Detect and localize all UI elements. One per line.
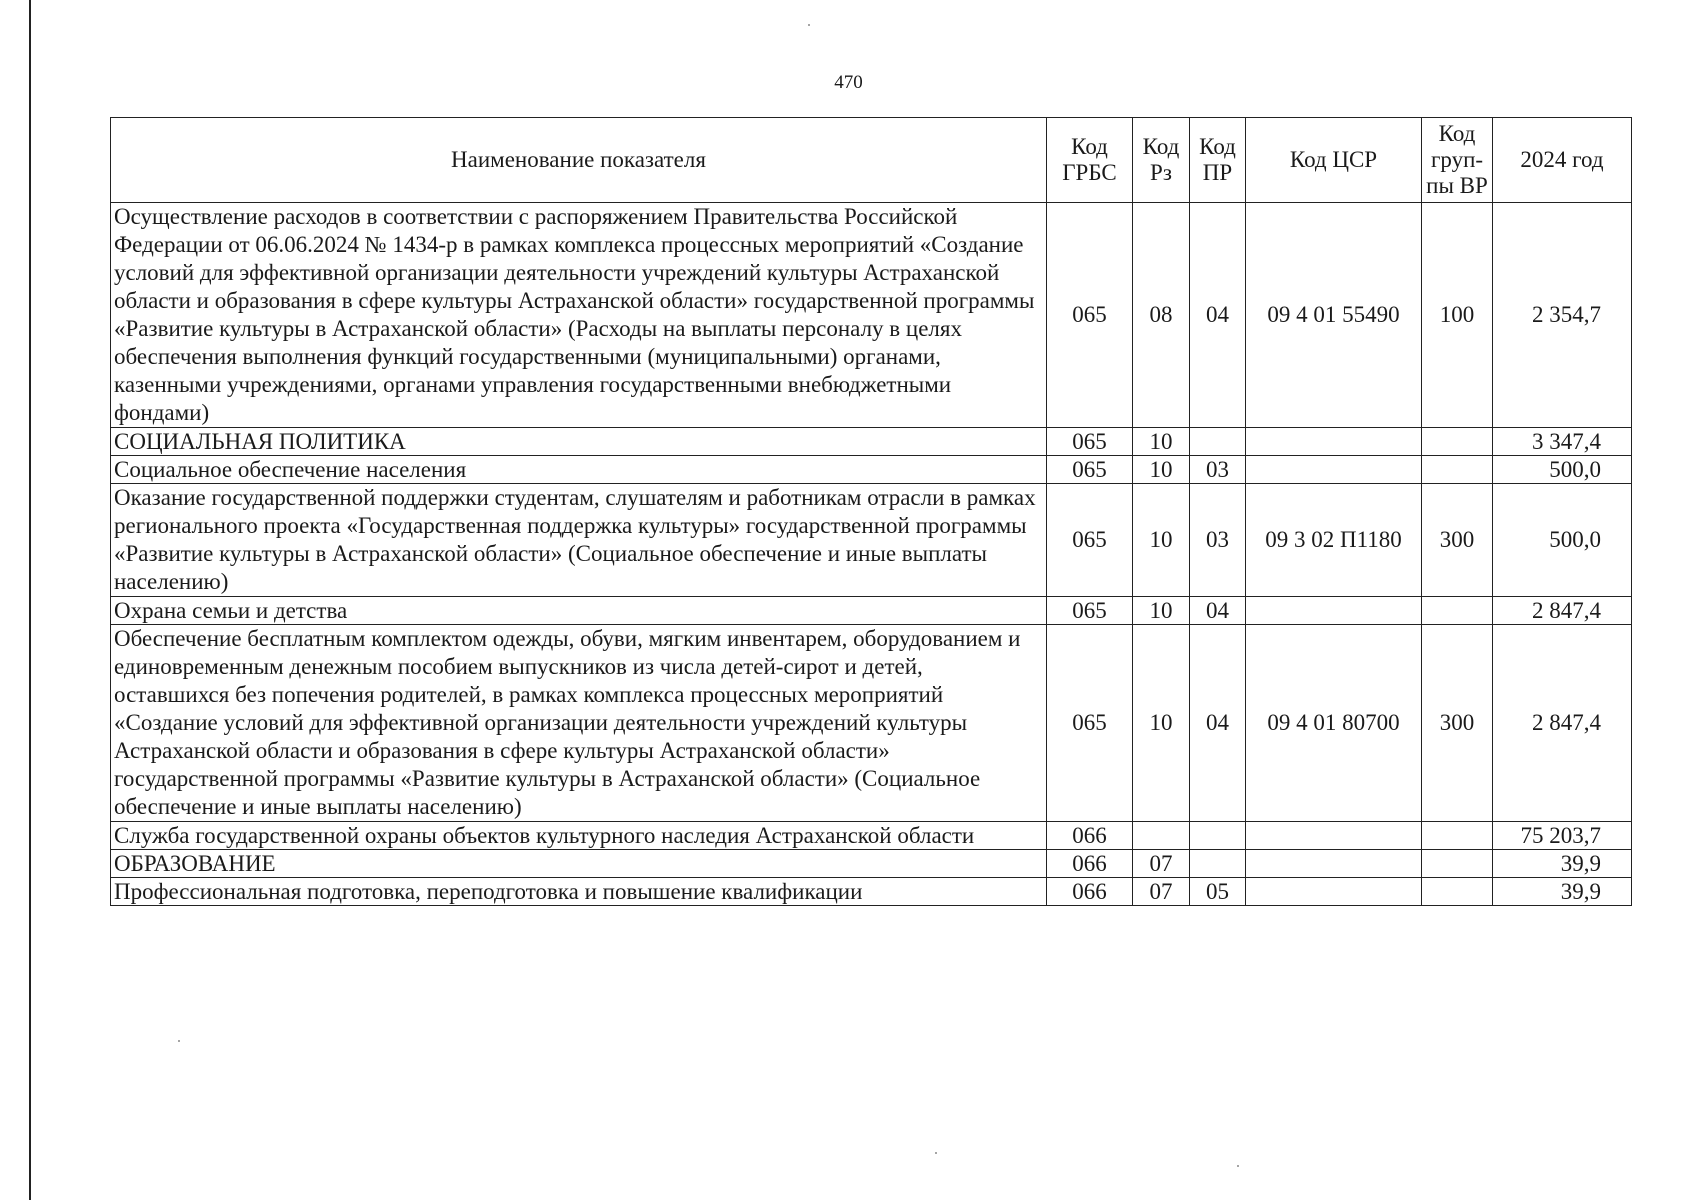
row-name: ОБРАЗОВАНИЕ <box>111 850 1047 878</box>
row-vr: 100 <box>1422 203 1493 428</box>
row-rz: 08 <box>1133 203 1190 428</box>
row-name: Социальное обеспечение населения <box>111 456 1047 484</box>
table-row <box>111 878 1632 906</box>
scan-speck <box>935 1152 937 1154</box>
row-name: Оказание государственной поддержки студентам, слушателям и работникам отрасли в рамках регионального проекта «Государственная поддержка культуры» государственной программы «Развитие культуры в Астраханской области» (Социальное обеспечение и иные выплаты населению) <box>111 484 1047 597</box>
row-vr <box>1422 428 1493 456</box>
table-row <box>111 428 1632 456</box>
binding-margin-line <box>29 0 31 1200</box>
row-grbs: 066 <box>1047 850 1133 878</box>
row-vr <box>1422 597 1493 625</box>
row-pr: 04 <box>1190 625 1246 822</box>
row-grbs: 065 <box>1047 597 1133 625</box>
row-grbs: 065 <box>1047 428 1133 456</box>
row-name: Осуществление расходов в соответствии с распоряжением Правительства Российской Федерации от 06.06.2024 № 1434-р в рамках комплекса процессных мероприятий «Создание условий для эффективной организации деятельности учреждений культуры Астраханской области и образования в сфере культуры Астраханской области» государственной программы «Развитие культуры в Астраханской области» (Расходы на выплаты персоналу в целях обеспечения выполнения функций государственными (муниципальными) органами, казенными учреждениями, органами управления государственными внебюджетными фондами) <box>111 203 1047 428</box>
scan-speck <box>1237 1165 1239 1167</box>
row-amount: 2 847,4 <box>1493 625 1632 822</box>
row-vr <box>1422 456 1493 484</box>
row-pr: 05 <box>1190 878 1246 906</box>
table-row <box>111 850 1632 878</box>
row-vr: 300 <box>1422 625 1493 822</box>
row-vr <box>1422 850 1493 878</box>
row-rz: 10 <box>1133 484 1190 597</box>
row-csr <box>1246 428 1422 456</box>
row-csr: 09 4 01 55490 <box>1246 203 1422 428</box>
row-amount: 2 354,7 <box>1493 203 1632 428</box>
header-vr: Код груп-пы ВР <box>1422 118 1493 203</box>
row-csr: 09 3 02 П1180 <box>1246 484 1422 597</box>
budget-table <box>110 117 1632 906</box>
row-amount: 3 347,4 <box>1493 428 1632 456</box>
row-rz: 10 <box>1133 597 1190 625</box>
row-rz: 07 <box>1133 850 1190 878</box>
row-rz: 07 <box>1133 878 1190 906</box>
row-vr <box>1422 878 1493 906</box>
scan-speck <box>178 1040 180 1042</box>
row-csr <box>1246 878 1422 906</box>
row-csr <box>1246 456 1422 484</box>
table-row <box>111 456 1632 484</box>
row-name: Служба государственной охраны объектов культурного наследия Астраханской области <box>111 822 1047 850</box>
row-amount: 500,0 <box>1493 484 1632 597</box>
row-amount: 75 203,7 <box>1493 822 1632 850</box>
row-csr <box>1246 850 1422 878</box>
header-rz: Код Рз <box>1133 118 1190 203</box>
row-grbs: 065 <box>1047 456 1133 484</box>
row-grbs: 066 <box>1047 822 1133 850</box>
row-name: Охрана семьи и детства <box>111 597 1047 625</box>
row-vr <box>1422 822 1493 850</box>
table-row <box>111 625 1632 822</box>
row-pr <box>1190 428 1246 456</box>
row-amount: 39,9 <box>1493 878 1632 906</box>
row-pr: 03 <box>1190 456 1246 484</box>
row-pr: 04 <box>1190 597 1246 625</box>
row-csr <box>1246 822 1422 850</box>
row-name: СОЦИАЛЬНАЯ ПОЛИТИКА <box>111 428 1047 456</box>
row-amount: 2 847,4 <box>1493 597 1632 625</box>
row-pr <box>1190 850 1246 878</box>
row-amount: 39,9 <box>1493 850 1632 878</box>
row-grbs: 065 <box>1047 625 1133 822</box>
row-rz: 10 <box>1133 456 1190 484</box>
header-grbs: Код ГРБС <box>1047 118 1133 203</box>
row-pr: 03 <box>1190 484 1246 597</box>
table-header-row <box>111 118 1632 203</box>
row-pr <box>1190 822 1246 850</box>
row-grbs: 065 <box>1047 203 1133 428</box>
header-name: Наименование показателя <box>111 118 1047 203</box>
row-name: Профессиональная подготовка, переподготовка и повышение квалификации <box>111 878 1047 906</box>
table-row <box>111 484 1632 597</box>
row-pr: 04 <box>1190 203 1246 428</box>
header-csr: Код ЦСР <box>1246 118 1422 203</box>
row-grbs: 065 <box>1047 484 1133 597</box>
scan-speck <box>808 24 810 26</box>
row-rz: 10 <box>1133 625 1190 822</box>
row-amount: 500,0 <box>1493 456 1632 484</box>
row-csr <box>1246 597 1422 625</box>
row-rz <box>1133 822 1190 850</box>
header-pr: Код ПР <box>1190 118 1246 203</box>
row-rz: 10 <box>1133 428 1190 456</box>
header-year: 2024 год <box>1493 118 1632 203</box>
row-csr: 09 4 01 80700 <box>1246 625 1422 822</box>
table-row <box>111 822 1632 850</box>
table-row <box>111 597 1632 625</box>
table-row <box>111 203 1632 428</box>
row-vr: 300 <box>1422 484 1493 597</box>
page-number: 470 <box>834 72 863 93</box>
row-name: Обеспечение бесплатным комплектом одежды, обуви, мягким инвентарем, оборудованием и единовременным денежным пособием выпускников из числа детей-сирот и детей, оставшихся без попечения родителей, в рамках комплекса процессных мероприятий «Создание условий для эффективной организации деятельности учреждений культуры Астраханской области и образования в сфере культуры Астраханской области» государственной программы «Развитие культуры в Астраханской области» (Социальное обеспечение и иные выплаты населению) <box>111 625 1047 822</box>
row-grbs: 066 <box>1047 878 1133 906</box>
